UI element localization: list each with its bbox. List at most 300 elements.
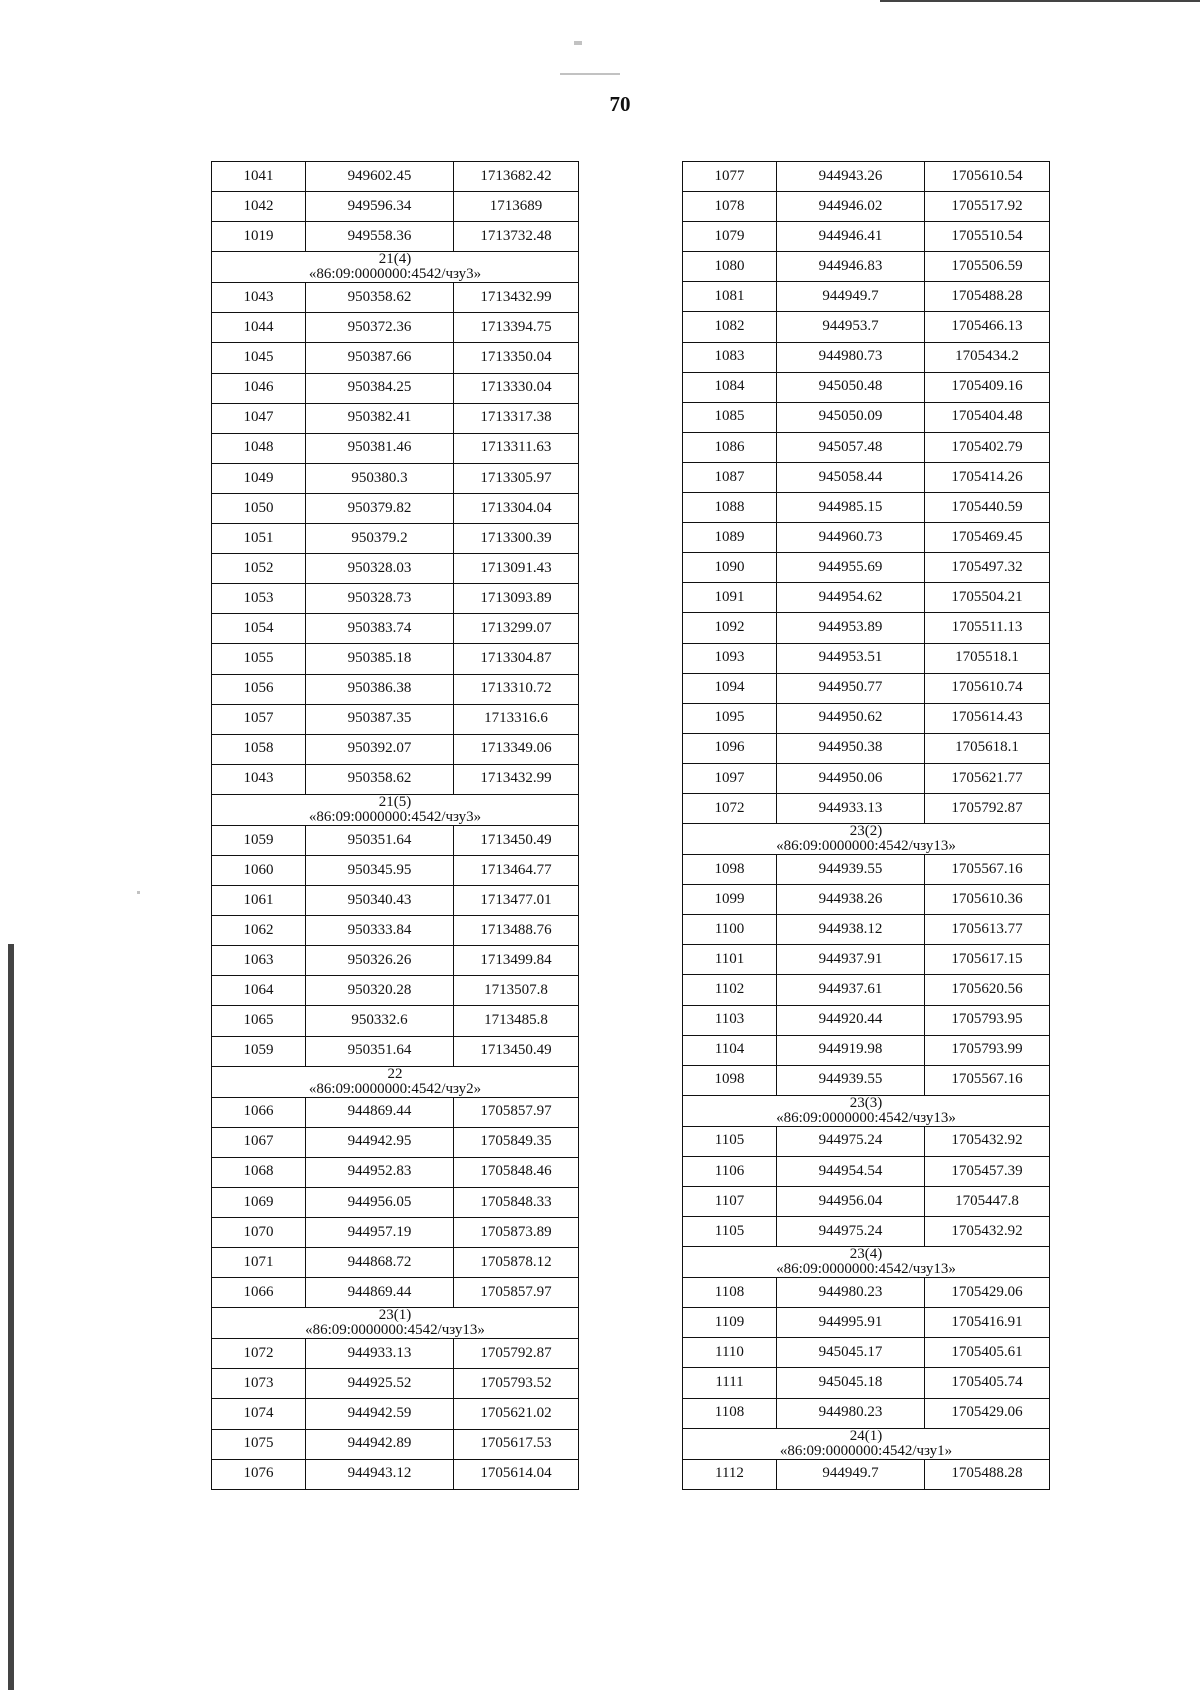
point-number-cell: 1088 [683,493,777,523]
point-number-cell: 1110 [683,1338,777,1368]
table-row [212,1459,579,1489]
point-number-cell: 1056 [212,674,306,704]
x-coordinate-cell: 950320.28 [306,976,454,1006]
scan-speck [574,41,582,45]
y-coordinate-cell: 1713350.04 [454,343,579,373]
section-header-row [212,252,579,283]
scan-margin-line [8,944,14,1690]
cadastral-number: «86:09:0000000:4542/чзу1» [779,1442,953,1459]
y-coordinate-cell: 1705849.35 [454,1127,579,1157]
y-coordinate-cell: 1705511.13 [925,613,1050,643]
y-coordinate-cell: 1705792.87 [925,793,1050,823]
point-number-cell: 1061 [212,886,306,916]
cadastral-number: «86:09:0000000:4542/чзу13» [776,838,956,855]
y-coordinate-cell: 1713300.39 [454,524,579,554]
section-header-row [212,1308,579,1339]
point-number-cell: 1055 [212,644,306,674]
x-coordinate-cell: 944953.7 [777,312,925,342]
x-coordinate-cell: 945045.17 [777,1338,925,1368]
point-number-cell: 1048 [212,433,306,463]
point-number-cell: 1089 [683,523,777,553]
y-coordinate-cell: 1705434.2 [925,342,1050,372]
x-coordinate-cell: 944980.23 [777,1398,925,1428]
y-coordinate-cell: 1713432.99 [454,283,579,313]
x-coordinate-cell: 944946.83 [777,252,925,282]
y-coordinate-cell: 1705878.12 [454,1248,579,1278]
point-number-cell: 1083 [683,342,777,372]
cadastral-number: «86:09:0000000:4542/чзу13» [776,1109,956,1126]
section-number: 23(3) [849,1094,883,1111]
table-row [212,825,579,855]
table-row [212,1127,579,1157]
table-row [212,1278,579,1308]
y-coordinate-cell: 1705567.16 [925,855,1050,885]
x-coordinate-cell: 950333.84 [306,916,454,946]
x-coordinate-cell: 944950.77 [777,673,925,703]
y-coordinate-cell: 1705440.59 [925,493,1050,523]
y-coordinate-cell: 1705518.1 [925,643,1050,673]
y-coordinate-cell: 1705447.8 [925,1187,1050,1217]
point-number-cell: 1044 [212,313,306,343]
y-coordinate-cell: 1713464.77 [454,855,579,885]
point-number-cell: 1095 [683,703,777,733]
point-number-cell: 1051 [212,524,306,554]
point-number-cell: 1112 [683,1459,777,1489]
cadastral-number: «86:09:0000000:4542/чзу3» [308,266,482,283]
table-row [683,673,1050,703]
table-row [212,192,579,222]
table-row [683,1187,1050,1217]
section-number: 23(1) [378,1307,412,1324]
table-row [683,583,1050,613]
table-row [683,793,1050,823]
y-coordinate-cell: 1705793.95 [925,1005,1050,1035]
y-coordinate-cell: 1705402.79 [925,432,1050,462]
x-coordinate-cell: 950351.64 [306,1036,454,1066]
x-coordinate-cell: 944933.13 [777,793,925,823]
y-coordinate-cell: 1705857.97 [454,1097,579,1127]
point-number-cell: 1072 [212,1339,306,1369]
x-coordinate-cell: 944980.23 [777,1278,925,1308]
table-row [683,763,1050,793]
x-coordinate-cell: 944939.55 [777,1065,925,1095]
point-number-cell: 1067 [212,1127,306,1157]
point-number-cell: 1050 [212,493,306,523]
x-coordinate-cell: 944954.54 [777,1156,925,1186]
table-row [683,312,1050,342]
x-coordinate-cell: 950332.6 [306,1006,454,1036]
section-header [683,824,1050,855]
x-coordinate-cell: 944942.95 [306,1127,454,1157]
section-header [683,1247,1050,1278]
point-number-cell: 1076 [212,1459,306,1489]
point-number-cell: 1084 [683,372,777,402]
x-coordinate-cell: 944942.89 [306,1429,454,1459]
table-row [683,462,1050,492]
y-coordinate-cell: 1705506.59 [925,252,1050,282]
y-coordinate-cell: 1705848.46 [454,1157,579,1187]
section-number: 21(5) [378,793,412,810]
point-number-cell: 1041 [212,162,306,192]
y-coordinate-cell: 1705618.1 [925,733,1050,763]
x-coordinate-cell: 949558.36 [306,222,454,252]
y-coordinate-cell: 1705457.39 [925,1156,1050,1186]
y-coordinate-cell: 1713450.49 [454,1036,579,1066]
section-header [212,1308,579,1339]
y-coordinate-cell: 1705793.52 [454,1369,579,1399]
page-number: 70 [609,92,631,116]
y-coordinate-cell: 1705610.36 [925,885,1050,915]
point-number-cell: 1111 [683,1368,777,1398]
table-row [212,734,579,764]
x-coordinate-cell: 950340.43 [306,886,454,916]
point-number-cell: 1101 [683,945,777,975]
table-row [212,463,579,493]
table-row [683,915,1050,945]
table-row [683,1065,1050,1095]
point-number-cell: 1066 [212,1097,306,1127]
x-coordinate-cell: 944939.55 [777,855,925,885]
x-coordinate-cell: 944954.62 [777,583,925,613]
x-coordinate-cell: 944946.41 [777,222,925,252]
point-number-cell: 1081 [683,282,777,312]
table-row [683,945,1050,975]
x-coordinate-cell: 944946.02 [777,192,925,222]
coordinates-table-left [211,161,579,1490]
point-number-cell: 1099 [683,885,777,915]
point-number-cell: 1045 [212,343,306,373]
y-coordinate-cell: 1713349.06 [454,734,579,764]
section-number: 23(2) [849,823,883,840]
x-coordinate-cell: 944942.59 [306,1399,454,1429]
section-header [212,794,579,825]
x-coordinate-cell: 944995.91 [777,1308,925,1338]
point-number-cell: 1043 [212,283,306,313]
y-coordinate-cell: 1713732.48 [454,222,579,252]
y-coordinate-cell: 1705469.45 [925,523,1050,553]
x-coordinate-cell: 950380.3 [306,463,454,493]
y-coordinate-cell: 1705793.99 [925,1035,1050,1065]
x-coordinate-cell: 944919.98 [777,1035,925,1065]
table-row [212,916,579,946]
table-row [212,1399,579,1429]
point-number-cell: 1062 [212,916,306,946]
table-row [212,222,579,252]
table-row [683,855,1050,885]
x-coordinate-cell: 944975.24 [777,1126,925,1156]
x-coordinate-cell: 950385.18 [306,644,454,674]
point-number-cell: 1049 [212,463,306,493]
point-number-cell: 1054 [212,614,306,644]
x-coordinate-cell: 950328.03 [306,554,454,584]
point-number-cell: 1109 [683,1308,777,1338]
table-row [212,644,579,674]
x-coordinate-cell: 944950.38 [777,733,925,763]
point-number-cell: 1077 [683,162,777,192]
y-coordinate-cell: 1705405.61 [925,1338,1050,1368]
table-row [683,402,1050,432]
point-number-cell: 1103 [683,1005,777,1035]
x-coordinate-cell: 944956.05 [306,1187,454,1217]
x-coordinate-cell: 944956.04 [777,1187,925,1217]
x-coordinate-cell: 950387.35 [306,704,454,734]
point-number-cell: 1064 [212,976,306,1006]
y-coordinate-cell: 1705610.74 [925,673,1050,703]
section-header-row [683,824,1050,855]
x-coordinate-cell: 950358.62 [306,764,454,794]
point-number-cell: 1072 [683,793,777,823]
table-row [683,282,1050,312]
point-number-cell: 1096 [683,733,777,763]
y-coordinate-cell: 1713093.89 [454,584,579,614]
y-coordinate-cell: 1713394.75 [454,313,579,343]
x-coordinate-cell: 944953.51 [777,643,925,673]
x-coordinate-cell: 944868.72 [306,1248,454,1278]
table-row [212,584,579,614]
cadastral-number: «86:09:0000000:4542/чзу2» [308,1080,482,1097]
x-coordinate-cell: 945045.18 [777,1368,925,1398]
table-row [683,1398,1050,1428]
x-coordinate-cell: 945058.44 [777,462,925,492]
table-row [683,222,1050,252]
table-row [683,162,1050,192]
y-coordinate-cell: 1713450.49 [454,825,579,855]
y-coordinate-cell: 1705613.77 [925,915,1050,945]
x-coordinate-cell: 944943.12 [306,1459,454,1489]
point-number-cell: 1086 [683,432,777,462]
point-number-cell: 1071 [212,1248,306,1278]
y-coordinate-cell: 1713488.76 [454,916,579,946]
point-number-cell: 1063 [212,946,306,976]
point-number-cell: 1092 [683,613,777,643]
table-row [212,1429,579,1459]
y-coordinate-cell: 1705620.56 [925,975,1050,1005]
point-number-cell: 1078 [683,192,777,222]
point-number-cell: 1074 [212,1399,306,1429]
y-coordinate-cell: 1705466.13 [925,312,1050,342]
y-coordinate-cell: 1705504.21 [925,583,1050,613]
point-number-cell: 1107 [683,1187,777,1217]
table-row [683,553,1050,583]
point-number-cell: 1105 [683,1217,777,1247]
point-number-cell: 1066 [212,1278,306,1308]
table-row [212,946,579,976]
point-number-cell: 1042 [212,192,306,222]
point-number-cell: 1047 [212,403,306,433]
point-number-cell: 1087 [683,462,777,492]
y-coordinate-cell: 1705792.87 [454,1339,579,1369]
point-number-cell: 1053 [212,584,306,614]
table-row [683,1126,1050,1156]
section-header [212,252,579,283]
table-row [683,1368,1050,1398]
table-row [683,523,1050,553]
point-number-cell: 1102 [683,975,777,1005]
point-number-cell: 1090 [683,553,777,583]
y-coordinate-cell: 1713304.87 [454,644,579,674]
x-coordinate-cell: 950345.95 [306,855,454,885]
section-number: 21(4) [378,251,412,268]
x-coordinate-cell: 944938.26 [777,885,925,915]
x-coordinate-cell: 944920.44 [777,1005,925,1035]
x-coordinate-cell: 950383.74 [306,614,454,644]
x-coordinate-cell: 949602.45 [306,162,454,192]
y-coordinate-cell: 1705517.92 [925,192,1050,222]
y-coordinate-cell: 1705621.77 [925,763,1050,793]
table-row [683,975,1050,1005]
point-number-cell: 1085 [683,402,777,432]
point-number-cell: 1080 [683,252,777,282]
section-header-row [683,1428,1050,1459]
point-number-cell: 1106 [683,1156,777,1186]
y-coordinate-cell: 1705848.33 [454,1187,579,1217]
y-coordinate-cell: 1705432.92 [925,1126,1050,1156]
point-number-cell: 1065 [212,1006,306,1036]
y-coordinate-cell: 1705610.54 [925,162,1050,192]
table-row [683,1217,1050,1247]
table-row [683,252,1050,282]
table-row [212,433,579,463]
table-row [212,976,579,1006]
y-coordinate-cell: 1713305.97 [454,463,579,493]
x-coordinate-cell: 944869.44 [306,1097,454,1127]
y-coordinate-cell: 1713304.04 [454,493,579,523]
x-coordinate-cell: 944960.73 [777,523,925,553]
y-coordinate-cell: 1705497.32 [925,553,1050,583]
point-number-cell: 1100 [683,915,777,945]
y-coordinate-cell: 1705567.16 [925,1065,1050,1095]
table-row [212,704,579,734]
point-number-cell: 1079 [683,222,777,252]
coordinates-table-right [682,161,1050,1490]
x-coordinate-cell: 944952.83 [306,1157,454,1187]
y-coordinate-cell: 1713432.99 [454,764,579,794]
table-row [212,614,579,644]
x-coordinate-cell: 950386.38 [306,674,454,704]
x-coordinate-cell: 944937.91 [777,945,925,975]
table-row [683,613,1050,643]
point-number-cell: 1094 [683,673,777,703]
point-number-cell: 1093 [683,643,777,673]
y-coordinate-cell: 1705873.89 [454,1218,579,1248]
point-number-cell: 1057 [212,704,306,734]
y-coordinate-cell: 1713091.43 [454,554,579,584]
table-row [212,493,579,523]
point-number-cell: 1098 [683,1065,777,1095]
x-coordinate-cell: 945050.09 [777,402,925,432]
x-coordinate-cell: 950379.2 [306,524,454,554]
table-row [683,493,1050,523]
point-number-cell: 1108 [683,1398,777,1428]
section-header [212,1066,579,1097]
x-coordinate-cell: 944953.89 [777,613,925,643]
y-coordinate-cell: 1705404.48 [925,402,1050,432]
table-row [212,313,579,343]
y-coordinate-cell: 1705488.28 [925,282,1050,312]
point-number-cell: 1105 [683,1126,777,1156]
point-number-cell: 1070 [212,1218,306,1248]
x-coordinate-cell: 950379.82 [306,493,454,523]
x-coordinate-cell: 944985.15 [777,493,925,523]
table-row [683,1005,1050,1035]
table-row [683,733,1050,763]
x-coordinate-cell: 944950.06 [777,763,925,793]
table-row [212,403,579,433]
table-row [212,1248,579,1278]
table-row [683,1278,1050,1308]
x-coordinate-cell: 950328.73 [306,584,454,614]
point-number-cell: 1073 [212,1369,306,1399]
x-coordinate-cell: 950387.66 [306,343,454,373]
x-coordinate-cell: 944955.69 [777,553,925,583]
point-number-cell: 1059 [212,825,306,855]
table-row [212,1369,579,1399]
point-number-cell: 1097 [683,763,777,793]
x-coordinate-cell: 944925.52 [306,1369,454,1399]
y-coordinate-cell: 1705614.04 [454,1459,579,1489]
table-row [212,554,579,584]
y-coordinate-cell: 1713485.8 [454,1006,579,1036]
section-header [683,1428,1050,1459]
table-row [683,372,1050,402]
cadastral-number: «86:09:0000000:4542/чзу3» [308,808,482,825]
table-row [683,1459,1050,1489]
section-number: 24(1) [849,1427,883,1444]
y-coordinate-cell: 1705409.16 [925,372,1050,402]
section-number: 22 [387,1065,403,1082]
table-row [212,855,579,885]
point-number-cell: 1108 [683,1278,777,1308]
table-row [683,643,1050,673]
x-coordinate-cell: 950351.64 [306,825,454,855]
table-row [683,1338,1050,1368]
point-number-cell: 1059 [212,1036,306,1066]
x-coordinate-cell: 949596.34 [306,192,454,222]
table-row [683,1308,1050,1338]
x-coordinate-cell: 950358.62 [306,283,454,313]
y-coordinate-cell: 1713477.01 [454,886,579,916]
y-coordinate-cell: 1713689 [454,192,579,222]
table-row [212,283,579,313]
x-coordinate-cell: 944980.73 [777,342,925,372]
scan-speck [560,73,620,75]
x-coordinate-cell: 950326.26 [306,946,454,976]
x-coordinate-cell: 950372.36 [306,313,454,343]
section-header-row [683,1247,1050,1278]
point-number-cell: 1058 [212,734,306,764]
x-coordinate-cell: 944943.26 [777,162,925,192]
y-coordinate-cell: 1713507.8 [454,976,579,1006]
y-coordinate-cell: 1705617.15 [925,945,1050,975]
table-row [212,1157,579,1187]
y-coordinate-cell: 1705429.06 [925,1278,1050,1308]
y-coordinate-cell: 1705429.06 [925,1398,1050,1428]
point-number-cell: 1068 [212,1157,306,1187]
table-row [683,432,1050,462]
y-coordinate-cell: 1713311.63 [454,433,579,463]
table-row [212,1036,579,1066]
point-number-cell: 1052 [212,554,306,584]
section-header [683,1095,1050,1126]
y-coordinate-cell: 1713499.84 [454,946,579,976]
table-row [212,674,579,704]
x-coordinate-cell: 950382.41 [306,403,454,433]
table-row [212,524,579,554]
point-number-cell: 1104 [683,1035,777,1065]
y-coordinate-cell: 1705857.97 [454,1278,579,1308]
table-row [683,885,1050,915]
point-number-cell: 1091 [683,583,777,613]
